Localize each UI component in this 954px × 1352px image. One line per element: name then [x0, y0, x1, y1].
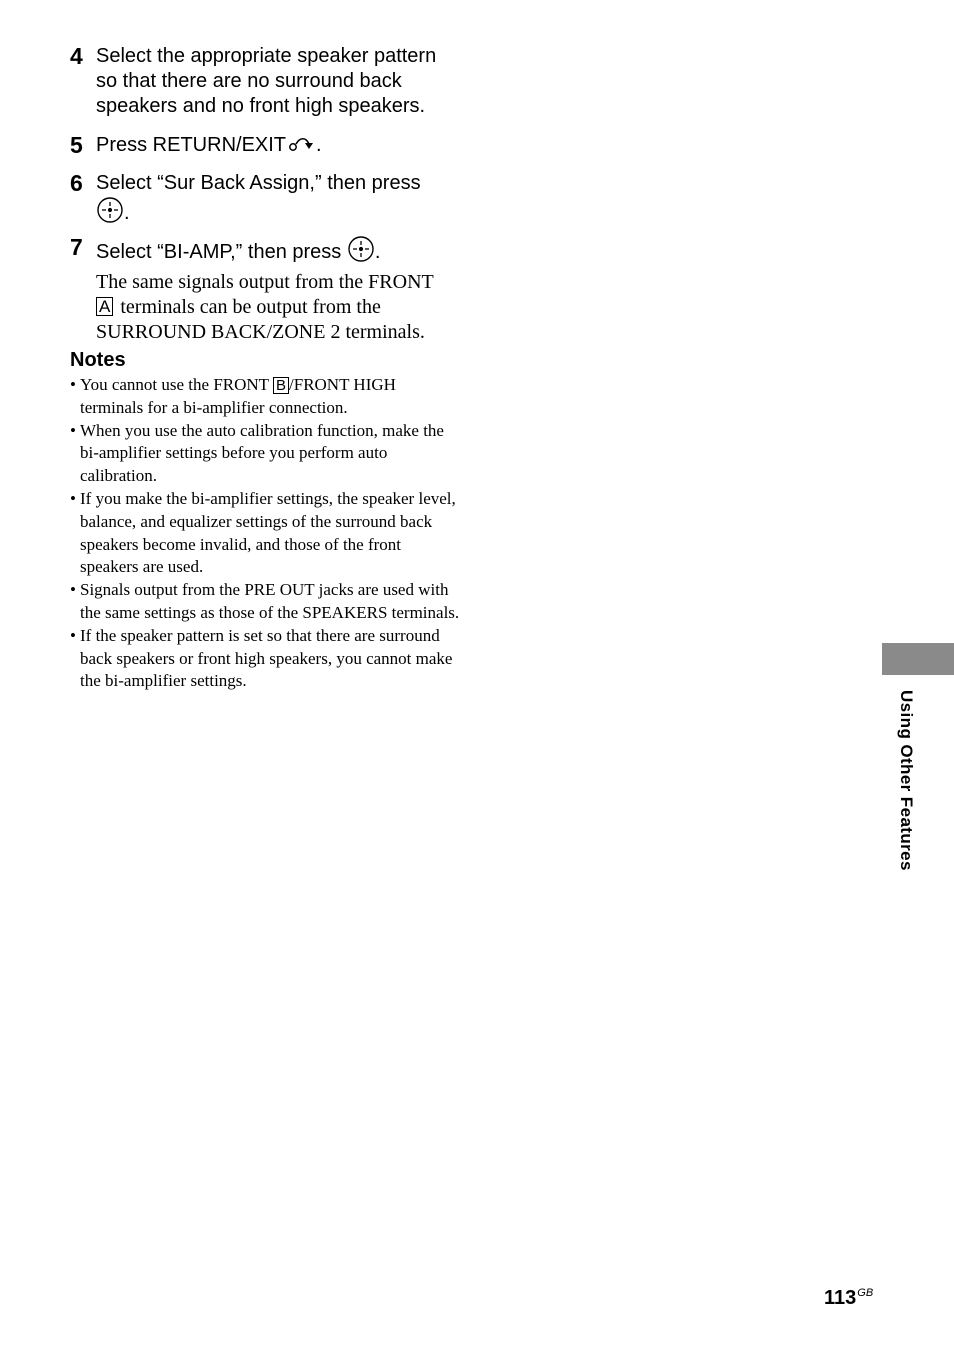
step-instruction: [96, 171, 460, 231]
note-text: /FRONT HIGH terminals for a bi-amplifier connection.: [80, 375, 396, 417]
step-text: Press RETURN/EXIT: [96, 134, 287, 156]
step-period: .: [316, 134, 322, 156]
page-suffix: GB: [857, 1287, 874, 1299]
detail-text: terminals can be output from the SURROUND BACK/ZONE 2 terminals.: [96, 296, 425, 343]
note-text: You cannot use the FRONT: [80, 375, 269, 394]
step-period: .: [374, 241, 381, 263]
step-number: 6: [70, 170, 83, 196]
section-label: Using Other Features: [897, 690, 916, 871]
section-tab: [882, 643, 954, 675]
step-text: Select “Sur Back Assign,” then press: [96, 172, 421, 194]
step-instruction: [96, 133, 460, 161]
step-number: 4: [70, 43, 83, 69]
notes-list: [70, 374, 460, 693]
step-period: .: [124, 202, 130, 224]
note-item: • Signals output from the PRE OUT jacks are used with the same settings as those of the SPEAKERS terminals.: [70, 579, 460, 625]
step-4: [70, 44, 460, 119]
step-detail: [96, 270, 460, 345]
step-text: Select “BI-AMP,” then press: [96, 241, 342, 263]
note-item: • If the speaker pattern is set so that there are surround back speakers or front high speakers, you cannot make the bi-amplifier settings.: [70, 625, 460, 693]
note-item: • When you use the auto calibration function, make the bi-amplifier settings before you perform auto calibration.: [70, 420, 460, 488]
notes-heading: Notes: [70, 349, 126, 371]
step-5: [70, 133, 460, 161]
step-instruction: [96, 235, 460, 270]
detail-text: The same signals output from the FRONT: [96, 271, 434, 293]
note-item: • If you make the bi-amplifier settings, the speaker level, balance, and equalizer settings of the surround back speakers become invalid, and those of the front speakers are used.: [70, 488, 460, 579]
return-arrow-icon: [288, 136, 316, 161]
step-number: 5: [70, 132, 83, 158]
enter-button-icon: [96, 196, 124, 231]
terminal-b-label: B: [273, 377, 289, 394]
terminal-a-label: A: [96, 297, 113, 316]
page-number: [824, 1281, 873, 1310]
page-number-value: 113: [824, 1287, 857, 1309]
enter-button-icon: [347, 235, 375, 270]
step-6: [70, 171, 460, 231]
step-7: [70, 235, 460, 345]
step-number: 7: [70, 234, 83, 260]
note-item: [70, 374, 460, 420]
step-instruction: Select the appropriate speaker pattern so that there are no surround back speakers and no front high speakers.: [96, 45, 437, 117]
